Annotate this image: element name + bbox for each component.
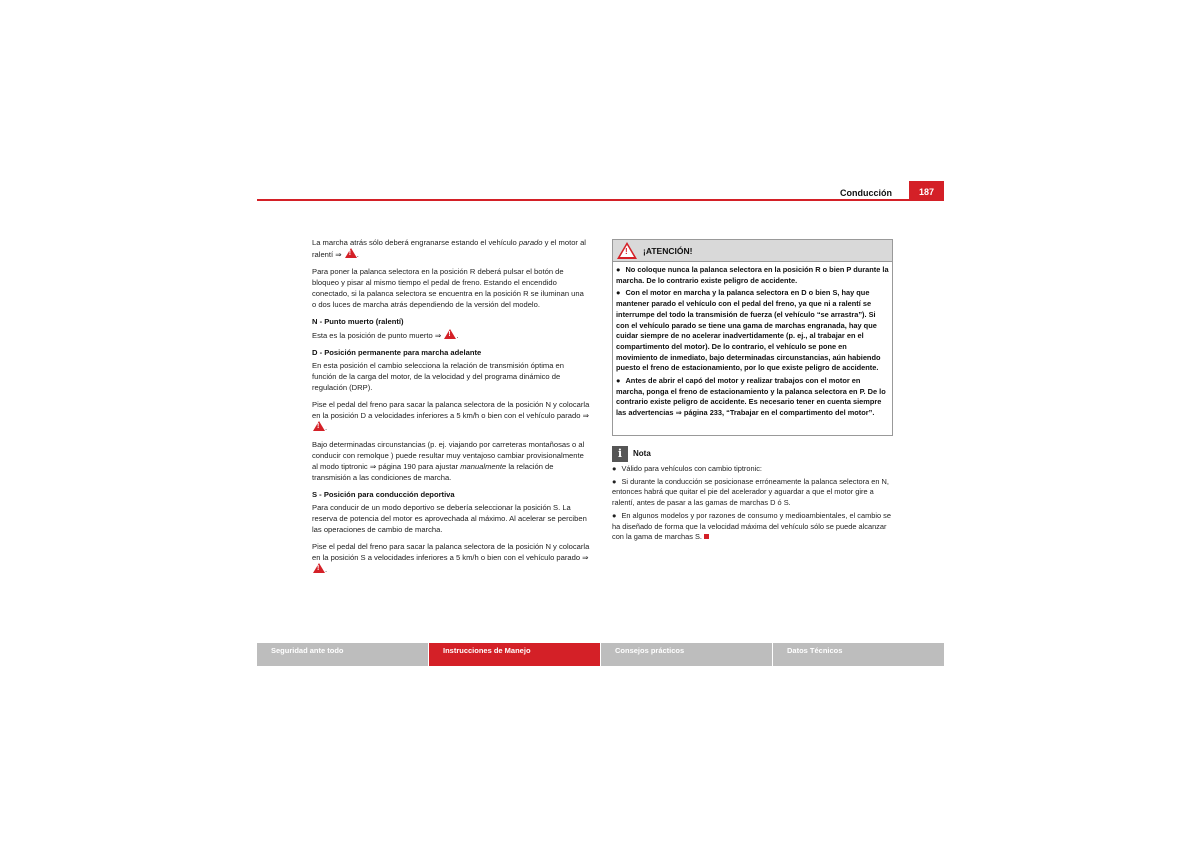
end-of-section-icon (704, 534, 709, 539)
info-icon: i (612, 446, 628, 462)
text: En algunos modelos y por razones de consumo y medioambientales, el cambio se ha diseñado de forma que la velocidad máxima del vehículo sólo se puede alcanzar con la gama de marchas S. (612, 510, 891, 542)
tab-seguridad[interactable]: Seguridad ante todo (257, 643, 428, 666)
paragraph-sport-2: Pise el pedal del freno para sacar la palanca selectora de la posición N y colocarla en la posición S a velocidades inferiores a 5 km/h o bien con el vehículo parado ⇒ !. (312, 541, 590, 575)
warning-header (613, 240, 892, 262)
text: y el motor al ralentí ⇒ (312, 238, 586, 259)
text: Si durante la conducción se posicionase erróneamente la palanca selectora en N, entonces habrá que quitar el pie del acelerador y aguardar a que el motor gire a ralentí, antes de pasar a las gamas de marchas D ó S. (612, 476, 889, 508)
note-section (612, 446, 891, 545)
warning-item (616, 288, 889, 374)
warning-item (616, 376, 889, 419)
note-header (612, 446, 891, 462)
note-item (612, 511, 891, 543)
warning-box (612, 239, 893, 436)
text: Válido para vehículos con cambio tiptronic: (621, 464, 762, 473)
paragraph-drive-3 (312, 439, 590, 483)
emphasis: parado (518, 238, 543, 247)
text: Antes de abrir el capó del motor y realizar trabajos con el motor en marcha, ponga el freno de estacionamiento y la palanca selectora en P. De lo contrario existe peligro de accidente. Es necesario tener en cuenta siempre las advertencias ⇒ página 233, “Trabajar en el compartimento del motor”. (616, 376, 886, 418)
tab-consejos[interactable]: Consejos prácticos (601, 643, 772, 666)
warning-item (616, 265, 889, 286)
section-title: Conducción (840, 188, 892, 198)
bullet-icon: ● (612, 464, 617, 473)
paragraph-drive-1: En esta posición el cambio selecciona la relación de transmisión óptima en función de la carga del motor, de la velocidad y del programa dinámico de regulación (DRP). (312, 361, 564, 392)
paragraph-reverse-procedure: Para poner la palanca selectora en la posición R deberá pulsar el botón de bloqueo y pisar al mismo tiempo el pedal de freno. Estando el encendido conectado, si la palanca selectora se encuentra en la posición R se iluminan una o dos luces de marcha atrás dependiendo de la versión del modelo. (312, 267, 584, 309)
footer-navigation (257, 643, 944, 666)
text: La marcha atrás sólo deberá engranarse estando el vehículo (312, 238, 519, 247)
warning-icon[interactable] (444, 329, 456, 339)
note-item (612, 464, 891, 475)
bullet-icon: ● (612, 476, 617, 486)
heading-neutral: N - Punto muerto (ralentí) (312, 317, 404, 326)
bullet-icon: ● (612, 510, 617, 520)
text: la relación de transmisión a las condiciones de marcha. (312, 462, 554, 482)
header-rule (257, 199, 944, 201)
bullet-icon: ● (616, 265, 621, 274)
warning-title: ¡ATENCIÓN! (643, 245, 693, 256)
paragraph-drive-2: Pise el pedal del freno para sacar la palanca selectora de la posición N y colocarla en la posición D a velocidades inferiores a 5 km/h o bien con el vehículo parado ⇒ !. (312, 399, 590, 433)
heading-drive: D - Posición permanente para marcha adelante (312, 348, 482, 357)
emphasis: manualmente (460, 462, 507, 471)
note-title: Nota (633, 448, 651, 458)
note-item (612, 477, 891, 509)
text: Con el motor en marcha y la palanca selectora en D o bien S, hay que mantener parado el vehículo con el pedal del freno, ya que ni a ralentí se interrumpe del todo la transmisión de fuerza (el vehículo “se arrastra”). Si con el vehículo parado se tiene una gama de marchas engranada, hay que cuidar siempre de no acelerar inadvertidamente (p. ej., al trabajar en el compartimento del motor). De lo contrario, el vehículo se pone en movimiento de inmediato, bajo determinadas circunstancias, aún habiendo puesto el freno de estacionamiento, por lo que existe peligro de accidente. (616, 288, 881, 373)
bullet-icon: ● (616, 376, 621, 386)
main-column (312, 237, 590, 581)
warning-icon[interactable] (345, 248, 357, 258)
page-number: 187 (909, 181, 944, 201)
warning-triangle-icon (617, 242, 637, 259)
paragraph-neutral: Esta es la posición de punto muerto ⇒ !. (312, 329, 590, 341)
text: Pise el pedal del freno para sacar la palanca selectora de la posición N y colocarla en la posición S a velocidades inferiores a 5 km/h o bien con el vehículo parado ⇒ (312, 542, 590, 562)
text: Esta es la posición de punto muerto ⇒ (312, 331, 444, 340)
warning-body (613, 262, 892, 419)
heading-sport: S - Posición para conducción deportiva (312, 490, 455, 499)
tab-datos[interactable]: Datos Técnicos (773, 643, 944, 666)
text: No coloque nunca la palanca selectora en la posición R o bien P durante la marcha. De lo contrario existe peligro de accidente. (616, 265, 889, 285)
paragraph-reverse: La marcha atrás sólo deberá engranarse estando el vehículo parado y el motor al ralentí ⇒ !. (312, 237, 590, 260)
bullet-icon: ● (616, 288, 621, 298)
paragraph-sport-1: Para conducir de un modo deportivo se debería seleccionar la posición S. La reserva de potencia del motor es aprovechada al máximo. Al acelerar se perciben las operaciones de cambio de marcha. (312, 503, 587, 534)
text: Pise el pedal del freno para sacar la palanca selectora de la posición N y colocarla en la posición D a velocidades inferiores a 5 km/h o bien con el vehículo parado ⇒ (312, 400, 590, 420)
tab-instrucciones[interactable]: Instrucciones de Manejo (429, 643, 600, 666)
warning-icon[interactable] (313, 421, 325, 431)
warning-icon[interactable] (313, 563, 325, 573)
text: Bajo determinadas circunstancias (p. ej. viajando por carreteras montañosas o al conducir con remolque ) puede resultar muy ventajoso cambiar provisionalmente al modo tiptronic ⇒ página 190 para ajustar (312, 440, 585, 471)
